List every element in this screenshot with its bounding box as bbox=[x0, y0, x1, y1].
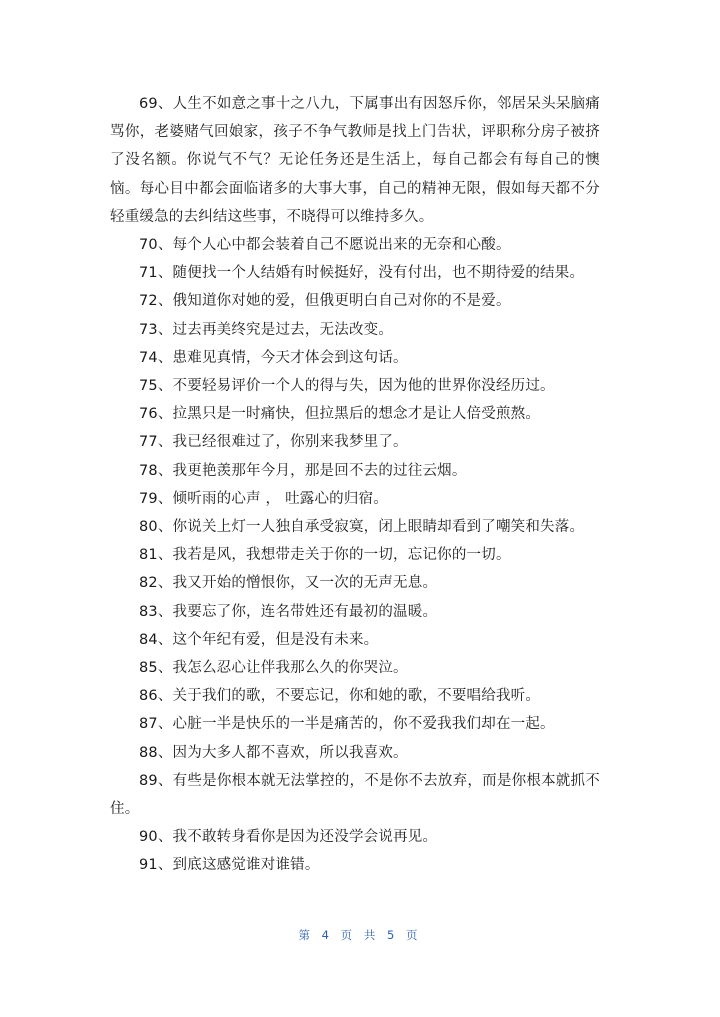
paragraph: 85、我怎么忍心让伴我那么久的你哭泣。 bbox=[139, 660, 408, 677]
paragraph: 84、这个年纪有爱，但是没有未来。 bbox=[139, 631, 379, 648]
paragraph: 90、我不敢转身看你是因为还没学会说再见。 bbox=[139, 829, 438, 846]
paragraph: 78、我更艳羡那年今月，那是回不去的过往云烟。 bbox=[139, 462, 467, 479]
page-number-footer: 第 4 页 共 5 页 bbox=[298, 928, 422, 942]
paragraph: 74、患难见真情，今天才体会到这句话。 bbox=[139, 349, 408, 366]
document-body bbox=[110, 90, 600, 880]
paragraph: 71、随便找一个人结婚有时候挺好，没有付出，也不期待爱的结果。 bbox=[139, 265, 585, 282]
paragraph: 86、关于我们的歌，不要忘记，你和她的歌，不要唱给我听。 bbox=[139, 688, 541, 705]
paragraph: 70、每个人心中都会装着自己不愿说出来的无奈和心酸。 bbox=[139, 237, 511, 254]
paragraph: 83、我要忘了你，连名带姓还有最初的温暖。 bbox=[139, 603, 438, 620]
paragraph: 72、俄知道你对她的爱，但俄更明白自己对你的不是爱。 bbox=[139, 293, 511, 310]
paragraph: 81、我若是风，我想带走关于你的一切，忘记你的一切。 bbox=[139, 547, 511, 564]
paragraph: 88、因为大多人都不喜欢，所以我喜欢。 bbox=[139, 744, 408, 761]
paragraph: 77、我已经很难过了，你别来我梦里了。 bbox=[139, 434, 408, 451]
paragraph: 79、倾听雨的心声 ， 吐露心的归宿。 bbox=[139, 490, 388, 507]
paragraph: 82、我又开始的憎恨你，又一次的无声无息。 bbox=[139, 575, 438, 592]
paragraph: 89、有些是你根本就无法掌控的，不是你不去放弃，而是你根本就抓不住。 bbox=[110, 772, 600, 818]
paragraph: 69、人生不如意之事十之八九，下属事出有因怒斥你，邻居呆头呆脑痛骂你，老婆赌气回娘家，孩子不争气教师是找上门告状，评职称分房子被挤了没名额。你说气不气？无论任务还是生活上，每自己都会有每自己的懊恼。每心目中都会面临诸多的大事大事，自己的精神无限，假如每天都不分轻重缓急的去纠结这些事，不晓得可以维持多久。 bbox=[110, 96, 600, 225]
paragraph: 91、到底这感觉谁对谁错。 bbox=[139, 857, 320, 874]
paragraph: 76、拉黑只是一时痛快，但拉黑后的想念才是让人倍受煎熬。 bbox=[139, 406, 541, 423]
paragraph: 80、你说关上灯一人独自承受寂寞，闭上眼睛却看到了嘲笑和失落。 bbox=[139, 519, 585, 536]
paragraph: 73、过去再美终究是过去，无法改变。 bbox=[139, 321, 394, 338]
paragraph: 87、心脏一半是快乐的一半是痛苦的，你不爱我我们却在一起。 bbox=[139, 716, 555, 733]
paragraph: 75、不要轻易评价一个人的得与失，因为他的世界你没经历过。 bbox=[139, 378, 555, 395]
